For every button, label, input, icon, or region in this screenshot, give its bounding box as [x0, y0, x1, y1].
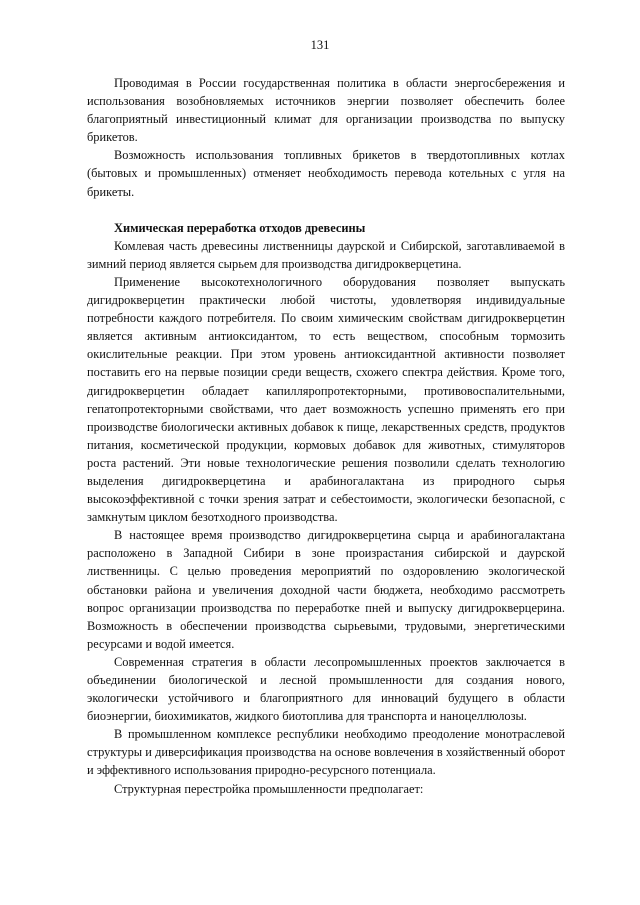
paragraph-industrial-complex: В промышленном комплексе республики необходимо преодоление монотраслевой структуры и диверсификация производства на основе вовлечения в хозяйственный оборот и эффективного использования природно-ресурсного потенциала.: [87, 727, 565, 778]
page-number: 131: [310, 38, 330, 52]
paragraph-restructuring-intro: Структурная перестройка промышленности предполагает:: [114, 781, 424, 796]
paragraph-fuel-briquettes: Возможность использования топливных брикетов в твердотопливных котлах (бытовых и промышленных) отменяет необходимость перевода котельных с угля на брикеты.: [87, 148, 565, 199]
section-spacer: [87, 201, 565, 219]
section-heading: Химическая переработка отходов древесины: [114, 220, 366, 235]
paragraph-dihydroquercetin-properties: Применение высокотехнологичного оборудования позволяет выпускать дигидрокверцетин практически любой чистоты, удовлетворяя индивидуальные потребности каждого потребителя. По своим химическим свойствам дигидрокверцетин является активным антиоксидантом, то есть веществом, способным тормозить окислительные реакции. При этом уровень антиоксидантной активности позволяет поставить его на первые позиции среди веществ, схожего спектра действия. Кроме того, дигидрокверцетин обладает капилляропротекторными, противовоспалительными, гепатопротекторными свойствами, что дает возможность успешно применять его при производстве биологически активных добавок к пище, лекарственных средств, продуктов питания, косметической продукции, кормовых добавок для животных, стимуляторов роста растений. Эти новые технологические решения позволили сделать технологию выделения дигидрокверцетина и арабиногалактана из природного сырья высокоэффективной с точки зрения затрат и себестоимости, экологически безопасной, с замкнутым циклом безотходного производства.: [87, 274, 565, 525]
paragraph-forest-strategy: Современная стратегия в области лесопромышленных проектов заключается в объединении биологической и лесной промышленности для создания нового, экологически устойчивого и благоприятного для инноваций будущего в области биоэнергии, биохимикатов, жидкого биотоплива для транспорта и наноцеллюлозы.: [87, 654, 565, 724]
paragraph-larch-raw-material: Комлевая часть древесины лиственницы даурской и Сибирской, заготавливаемой в зимний период является сырьем для производства дигидрокверцетина.: [87, 238, 565, 271]
paragraph-production-location: В настоящее время производство дигидрокверцетина сырца и арабиногалактана расположено в Западной Сибири в зоне произрастания сибирской и даурской лиственницы. С целью проведения мероприятий по оздоровлению экологической обстановки района и увеличения доходной части бюджета, необходимо рассмотреть вопрос организации производства по переработке пней и выпуску дигидрокверцерина. Возможность в обеспечении производства сырьевыми, трудовыми, энергетическими ресурсами и водой имеется.: [87, 528, 565, 651]
paragraph-energy-policy: Проводимая в России государственная политика в области энергосбережения и использования возобновляемых источников энергии позволяет обеспечить более благоприятный инвестиционный климат для организации производства по выпуску брикетов.: [87, 76, 565, 145]
page-body: [87, 74, 565, 798]
